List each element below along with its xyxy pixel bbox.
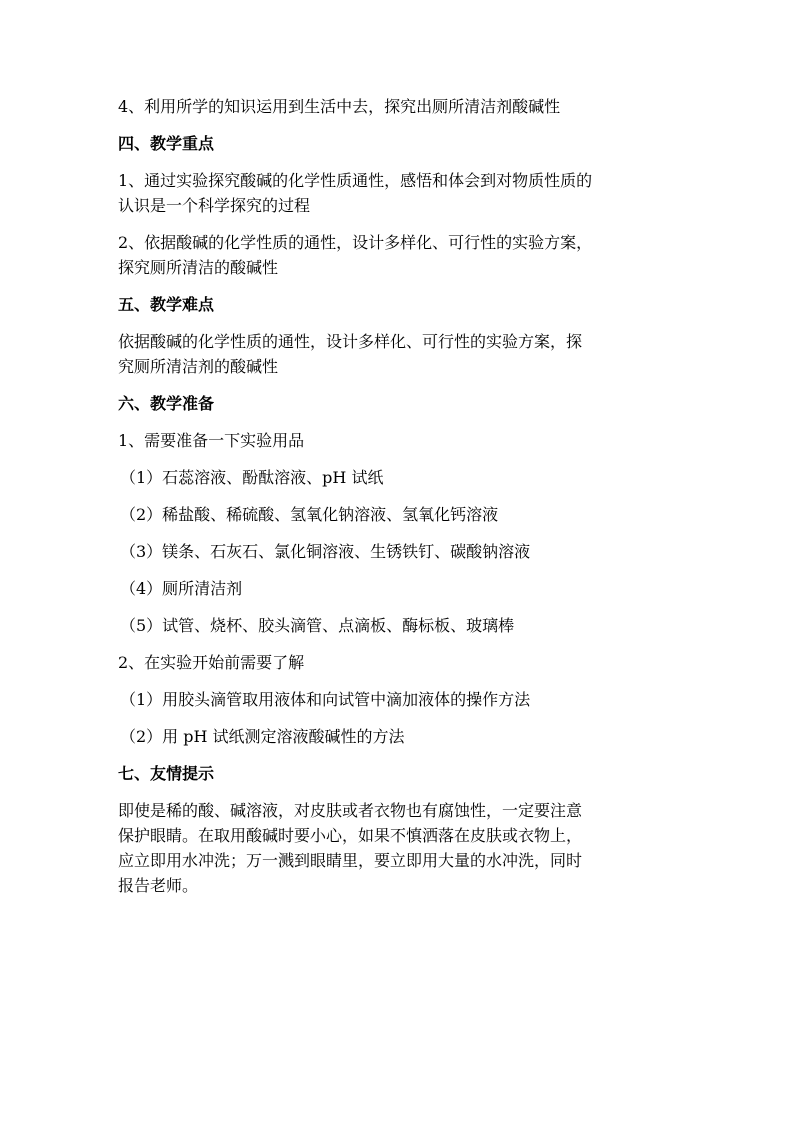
document-page <box>118 94 678 898</box>
focus-item-1-line-2: 认识是一个科学探究的过程 <box>118 196 311 215</box>
tip-line-4: 报告老师。 <box>118 876 199 895</box>
prep-item-1: 1、需要准备一下实验用品 <box>118 431 305 450</box>
difficulty-line-2: 究厕所清洁剂的酸碱性 <box>118 357 279 376</box>
prep-item-2-b: （2）用 pH 试纸测定溶液酸碱性的方法 <box>120 727 405 746</box>
difficulty-line-1: 依据酸碱的化学性质的通性，设计多样化、可行性的实验方案，探 <box>118 332 583 351</box>
prep-item-1-a: （1）石蕊溶液、酚酞溶液、pH 试纸 <box>120 468 384 487</box>
prep-item-2-a: （1）用胶头滴管取用液体和向试管中滴加液体的操作方法 <box>120 690 531 709</box>
focus-item-2 <box>118 230 678 280</box>
prep-item-1-c: （3）镁条、石灰石、氯化铜溶液、生锈铁钉、碳酸钠溶液 <box>120 542 531 561</box>
prep-item-2: 2、在实验开始前需要了解 <box>118 653 305 672</box>
section-5-heading: 五、教学难点 <box>118 295 215 314</box>
focus-item-1 <box>118 168 678 218</box>
prep-item-1-d: （4）厕所清洁剂 <box>120 579 243 598</box>
tip-line-1: 即使是稀的酸、碱溶液，对皮肤或者衣物也有腐蚀性，一定要注意 <box>118 801 583 820</box>
objective-item-4: 4、利用所学的知识运用到生活中去，探究出厕所清洁剂酸碱性 <box>118 97 561 116</box>
focus-item-2-line-2: 探究厕所清洁的酸碱性 <box>118 258 279 277</box>
tip-paragraph <box>118 798 678 898</box>
difficulty-paragraph <box>118 329 678 379</box>
section-7-heading: 七、友情提示 <box>118 764 215 783</box>
section-6-heading: 六、教学准备 <box>118 394 215 413</box>
section-4-heading: 四、教学重点 <box>118 134 215 153</box>
prep-item-1-b: （2）稀盐酸、稀硫酸、氢氧化钠溶液、氢氧化钙溶液 <box>120 505 499 524</box>
tip-line-2: 保护眼睛。在取用酸碱时要小心，如果不慎洒落在皮肤或衣物上， <box>118 826 583 845</box>
focus-item-2-line-1: 2、依据酸碱的化学性质的通性，设计多样化、可行性的实验方案， <box>118 233 593 252</box>
prep-item-1-e: （5）试管、烧杯、胶头滴管、点滴板、酶标板、玻璃棒 <box>120 616 515 635</box>
tip-line-3: 应立即用水冲洗；万一溅到眼睛里，要立即用大量的水冲洗，同时 <box>118 851 583 870</box>
focus-item-1-line-1: 1、通过实验探究酸碱的化学性质通性，感悟和体会到对物质性质的 <box>118 171 593 190</box>
